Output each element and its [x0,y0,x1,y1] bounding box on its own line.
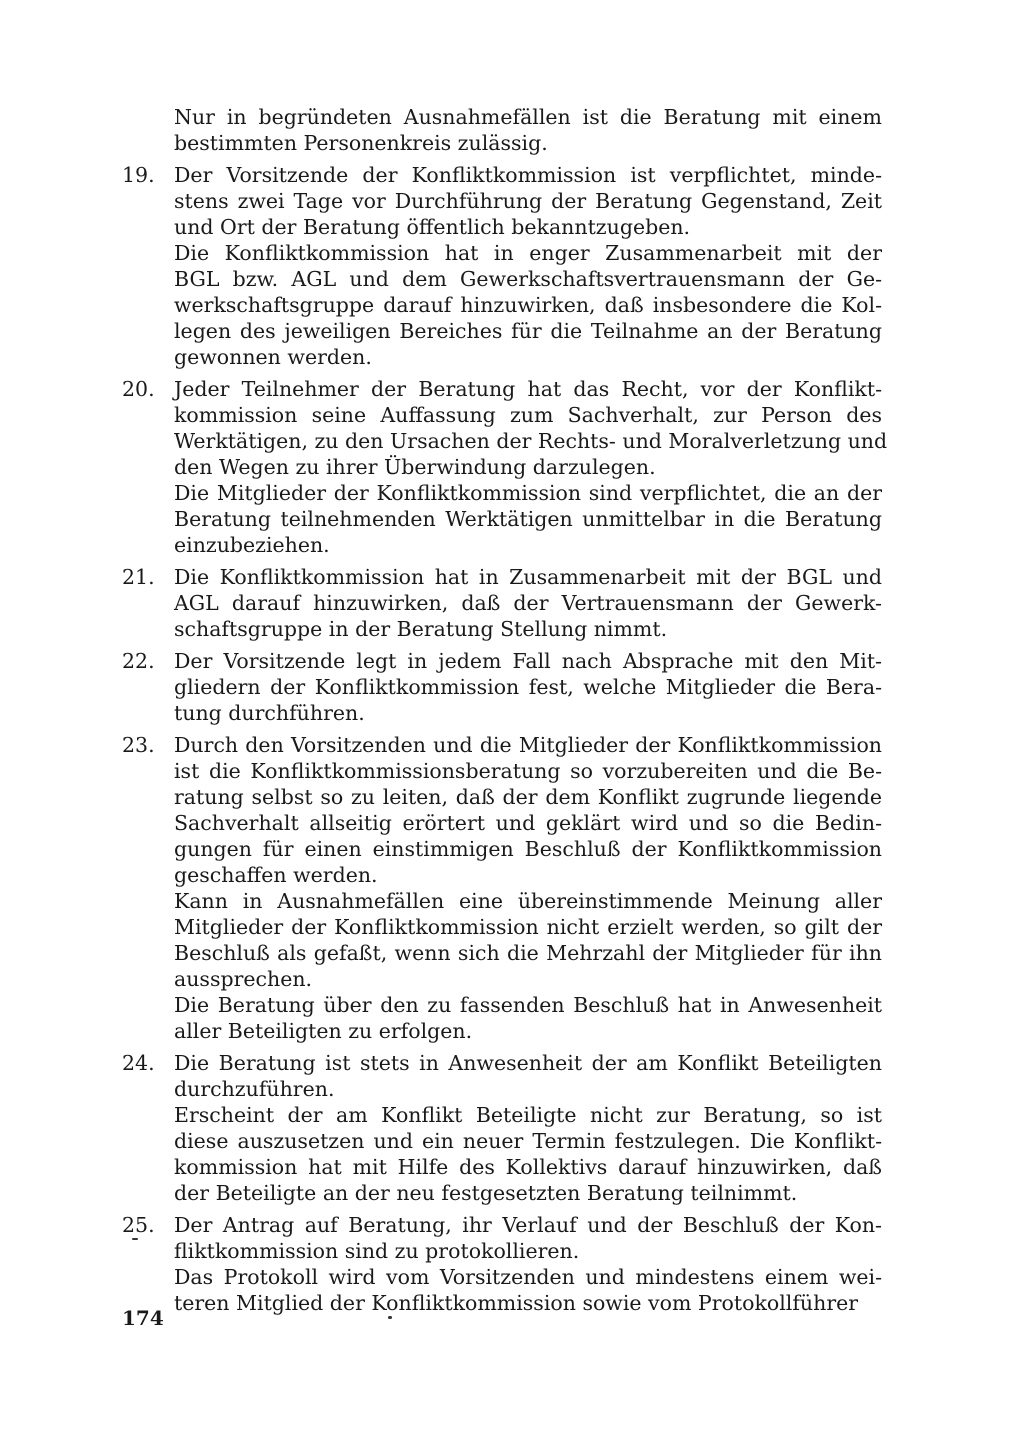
text-line: Der Vorsitzende legt in jedem Fall nach Absprache mit den Mit- [174,649,882,673]
text-line: Die Beratung über den zu fassenden Beschluß hat in Anwesenheit [174,993,882,1017]
text-line: teren Mitglied der Konfliktkommission sowie vom Protokollführer [174,1291,859,1315]
text-line: aussprechen. [174,967,313,991]
text-line: durchzuführen. [174,1077,335,1101]
numbered-paragraph [122,1050,882,1102]
text-line: Die Beratung ist stets in Anwesenheit der am Konflikt Beteiligten [174,1051,882,1075]
text-line: einzubeziehen. [174,533,330,557]
text-line: Erscheint der am Konflikt Beteiligte nicht zur Beratung, so ist [174,1103,882,1127]
numbered-paragraph [122,564,882,642]
numbered-paragraph [122,162,882,240]
text-line: gewonnen werden. [174,345,372,369]
paragraph-number: 23. [122,733,155,757]
paragraph-number: 25. [122,1213,155,1237]
text-line: Der Vorsitzende der Konfliktkommission ist verpflichtet, minde- [174,163,882,187]
text-line: stens zwei Tage vor Durchführung der Beratung Gegenstand, Zeit [174,189,882,213]
scan-speck [132,1238,138,1240]
text-line: Durch den Vorsitzenden und die Mitglieder der Konfliktkommission [174,733,882,757]
text-line: Beschluß als gefaßt, wenn sich die Mehrzahl der Mitglieder für ihn [174,941,882,965]
text-line: gliedern der Konfliktkommission fest, welche Mitglieder die Bera- [174,675,882,699]
text-line: Werktätigen, zu den Ursachen der Rechts- und Moralverletzung und [174,429,888,453]
numbered-paragraph [122,1212,882,1264]
paragraph [122,992,882,1044]
text-line: kommission hat mit Hilfe des Kollektivs darauf hinzuwirken, daß [174,1155,882,1179]
numbered-paragraph [122,732,882,888]
text-line: Jeder Teilnehmer der Beratung hat das Recht, vor der Konflikt- [174,377,882,401]
text-line: Beratung teilnehmenden Werktätigen unmittelbar in die Beratung [174,507,882,531]
text-line: ratung selbst so zu leiten, daß der dem Konflikt zugrunde liegende [174,785,882,809]
paragraph [122,1264,882,1316]
text-line: bestimmten Personenkreis zulässig. [174,131,548,155]
text-line: AGL darauf hinzuwirken, daß der Vertrauensmann der Gewerk- [174,591,882,615]
paragraph-number: 21. [122,565,155,589]
paragraph-number: 22. [122,649,155,673]
paragraph-number: 24. [122,1051,155,1075]
paragraph [122,1102,882,1206]
text-line: und Ort der Beratung öffentlich bekanntzugeben. [174,215,691,239]
text-line: Das Protokoll wird vom Vorsitzenden und mindestens einem wei- [174,1265,882,1289]
text-line: werkschaftsgruppe darauf hinzuwirken, daß insbesondere die Kol- [174,293,882,317]
text-line: gungen für einen einstimmigen Beschluß der Konfliktkommission [174,837,882,861]
text-line: Die Konfliktkommission hat in Zusammenarbeit mit der BGL und [174,565,882,589]
text-line: schaftsgruppe in der Beratung Stellung nimmt. [174,617,668,641]
paragraph-number: 19. [122,163,155,187]
paragraph [122,104,882,156]
text-line: Sachverhalt allseitig erörtert und geklärt wird und so die Bedin- [174,811,882,835]
paragraph-number: 20. [122,377,155,401]
scan-speck [388,1316,392,1319]
text-line: der Beteiligte an der neu festgesetzten Beratung teilnimmt. [174,1181,798,1205]
text-line: Kann in Ausnahmefällen eine übereinstimmende Meinung aller [174,889,882,913]
numbered-paragraph [122,648,882,726]
paragraph [122,888,882,992]
text-line: aller Beteiligten zu erfolgen. [174,1019,473,1043]
text-line: Die Mitglieder der Konfliktkommission sind verpflichtet, die an der [174,481,882,505]
text-line: kommission seine Auffassung zum Sachverhalt, zur Person des [174,403,882,427]
text-line: legen des jeweiligen Bereiches für die Teilnahme an der Beratung [174,319,882,343]
text-line: BGL bzw. AGL und dem Gewerkschaftsvertrauensmann der Ge- [174,267,882,291]
text-line: den Wegen zu ihrer Überwindung darzulegen. [174,455,656,479]
text-line: fliktkommission sind zu protokollieren. [174,1239,580,1263]
page-number: 174 [122,1306,164,1330]
body-text [122,104,888,1322]
paragraph [122,480,882,558]
text-line: Der Antrag auf Beratung, ihr Verlauf und der Beschluß der Kon- [174,1213,882,1237]
text-line: geschaffen werden. [174,863,378,887]
text-line: Nur in begründeten Ausnahmefällen ist die Beratung mit einem [174,105,882,129]
text-line: Die Konfliktkommission hat in enger Zusammenarbeit mit der [174,241,882,265]
numbered-paragraph [122,376,888,480]
paragraph [122,240,882,370]
text-line: Mitglieder der Konfliktkommission nicht erzielt werden, so gilt der [174,915,882,939]
text-line: ist die Konfliktkommissionsberatung so vorzubereiten und die Be- [174,759,882,783]
text-line: diese auszusetzen und ein neuer Termin festzulegen. Die Konflikt- [174,1129,882,1153]
text-line: tung durchführen. [174,701,365,725]
